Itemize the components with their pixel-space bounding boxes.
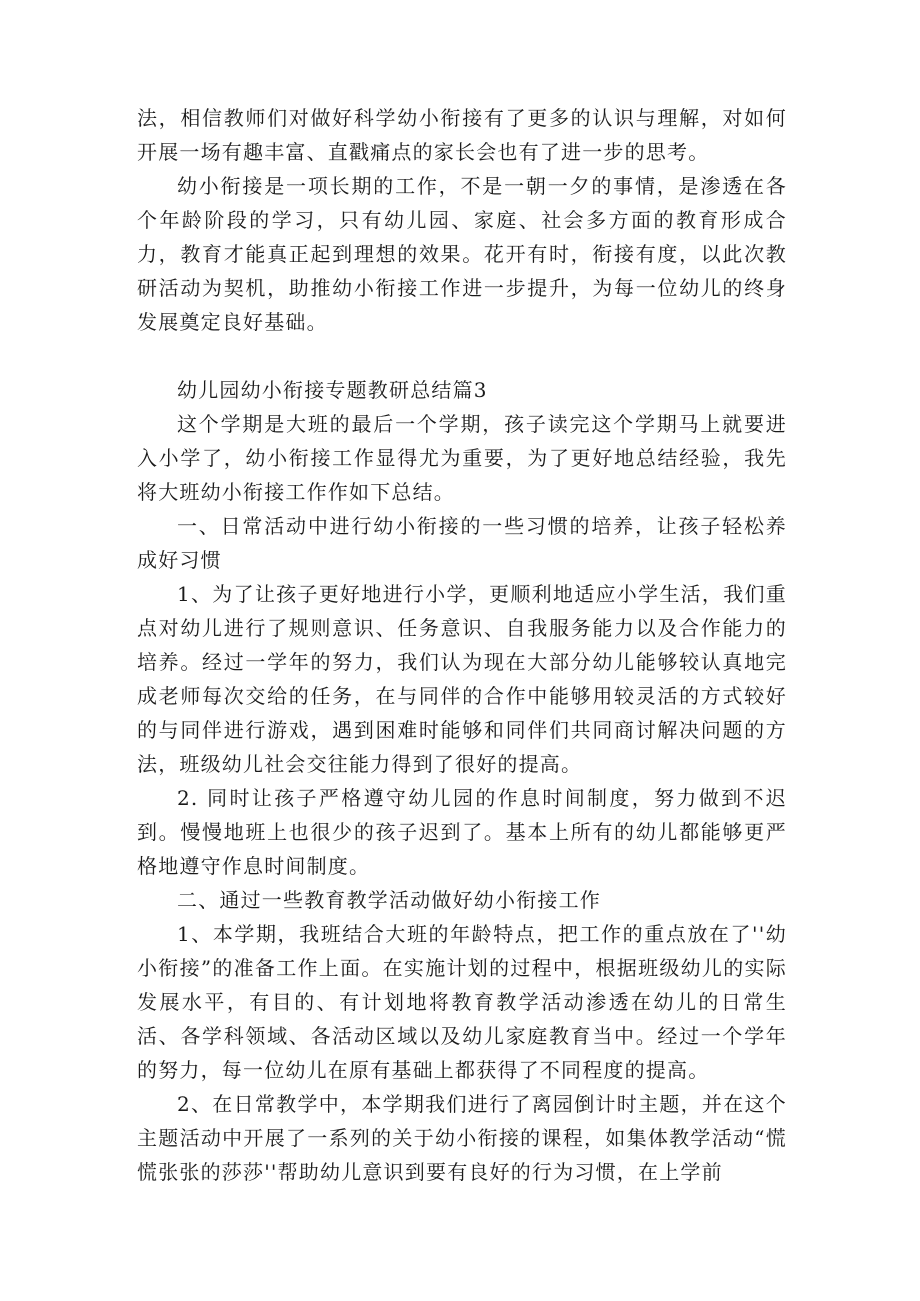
paragraph-activity-2: 2、在日常教学中，本学期我们进行了离园倒计时主题，并在这个主题活动中开展了一系列的关于幼小衔接的课程，如集体教学活动“慌慌张张的莎莎''帮助幼儿意识到要有良好的行为习惯，在上学前 (137, 1092, 787, 1184)
section-title: 幼儿园幼小衔接专题教研总结篇3 (177, 378, 488, 402)
paragraph-conclusion: 幼小衔接是一项长期的工作，不是一朝一夕的事情，是渗透在各个年龄阶段的学习，只有幼儿园、家庭、社会多方面的教育形成合力，教育才能真正起到理想的效果。花开有时，衔接有度，以此次教研活动为契机，助推幼小衔接工作进一步提升，为每一位幼儿的终身发展奠定良好基础。 (137, 174, 787, 334)
paragraph-activity-1: 1、本学期，我班结合大班的年龄特点，把工作的重点放在了''幼小衔接”的准备工作上面。在实施计划的过程中，根据班级幼儿的实际发展水平，有目的、有计划地将教育教学活动渗透在幼儿的日常生活、各学科领域、各活动区域以及幼儿家庭教育当中。经过一个学年的努力，每一位幼儿在原有基础上都获得了不同程度的提高。 (137, 922, 787, 1082)
paragraph-continuation: 法，相信教师们对做好科学幼小衔接有了更多的认识与理解，对如何开展一场有趣丰富、直戳痛点的家长会也有了进一步的思考。 (137, 106, 787, 164)
paragraph-item-1: 1、为了让孩子更好地进行小学，更顺利地适应小学生活，我们重点对幼儿进行了规则意识、任务意识、自我服务能力以及合作能力的培养。经过一学年的努力，我们认为现在大部分幼儿能够较认真地完成老师每次交给的任务，在与同伴的合作中能够用较灵活的方式较好的与同伴进行游戏，遇到困难时能够和同伴们共同商讨解决问题的方法，班级幼儿社会交往能力得到了很好的提高。 (137, 582, 787, 776)
paragraph-item-2: 2. 同时让孩子严格遵守幼儿园的作息时间制度，努力做到不迟到。慢慢地班上也很少的孩子迟到了。基本上所有的幼儿都能够更严格地遵守作息时间制度。 (137, 786, 787, 878)
subheading-habits: 一、日常活动中进行幼小衔接的一些习惯的培养，让孩子轻松养成好习惯 (137, 514, 787, 572)
paragraph-intro: 这个学期是大班的最后一个学期，孩子读完这个学期马上就要进入小学了，幼小衔接工作显得尤为重要，为了更好地总结经验，我先将大班幼小衔接工作作如下总结。 (137, 412, 787, 504)
document-body (137, 101, 787, 1189)
subheading-activities: 二、通过一些教育教学活动做好幼小衔接工作 (177, 888, 601, 912)
